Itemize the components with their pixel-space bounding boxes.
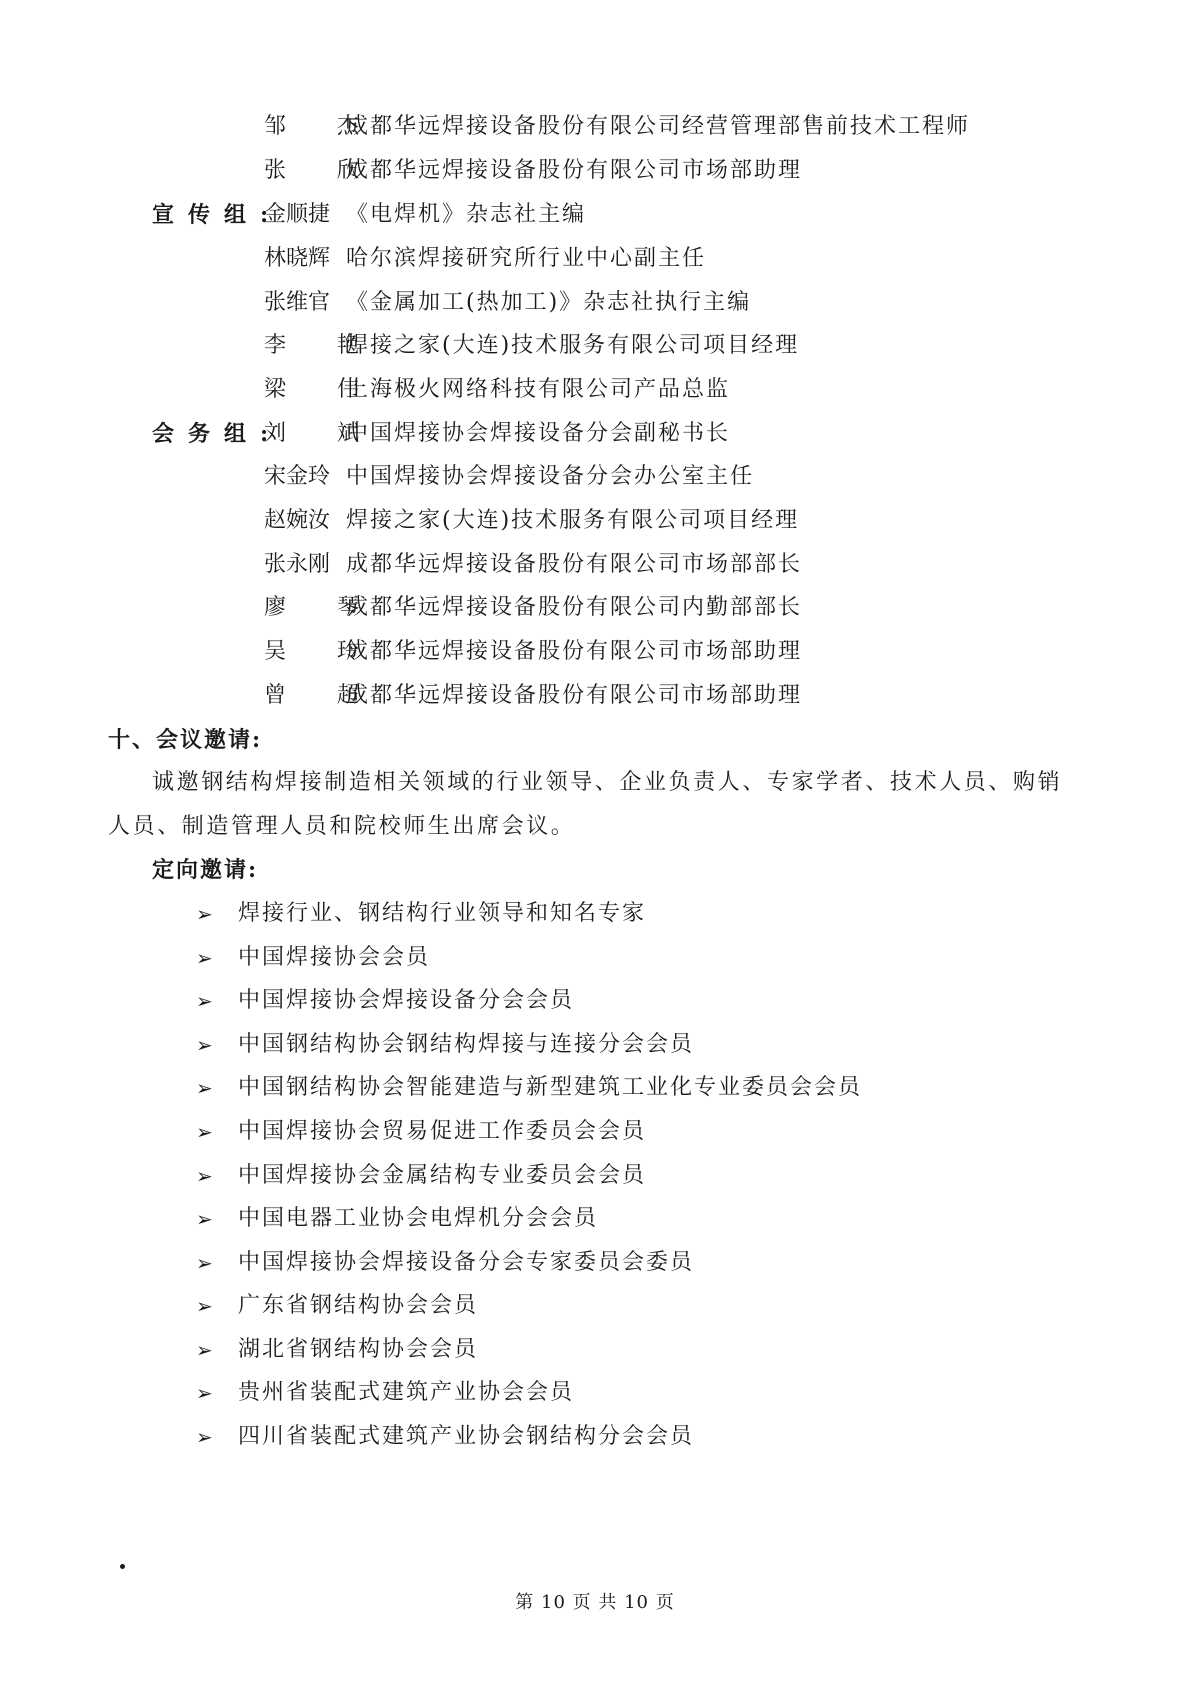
member-row [264,462,754,492]
member-row [264,244,706,274]
arrow-bullet-icon: ➢ [196,902,213,926]
member-row [264,550,802,580]
member-name: 宋金玲 [264,464,331,489]
member-desc: 《电焊机》杂志社主编 [346,202,587,227]
list-item: 中国焊接协会会员 [238,945,431,970]
member-row [264,331,799,361]
member-desc: 上海极火网络科技有限公司产品总监 [346,377,731,402]
member-desc: 成都华远焊接设备股份有限公司经营管理部售前技术工程师 [346,114,971,139]
member-name: 张 欣 [264,158,381,183]
list-item: 湖北省钢结构协会会员 [238,1337,479,1362]
member-row [264,419,730,449]
list-item: 中国焊接协会焊接设备分会专家委员会委员 [238,1250,695,1275]
member-desc: 焊接之家(大连)技术服务有限公司项目经理 [346,333,800,358]
sub-heading: 定向邀请: [152,857,259,883]
member-name: 林晓辉 [264,246,331,271]
member-desc: 成都华远焊接设备股份有限公司市场部助理 [346,639,803,664]
list-item: 焊接行业、钢结构行业领导和知名专家 [238,901,647,926]
member-desc: 《金属加工(热加工)》杂志社执行主编 [346,290,752,315]
arrow-bullet-icon: ➢ [196,1338,213,1362]
member-row [264,593,802,623]
member-desc: 成都华远焊接设备股份有限公司内勤部部长 [346,595,803,620]
member-row [264,681,802,711]
member-row [264,112,970,142]
member-name: 吴 玲 [264,639,381,664]
paragraph-line: 人员、制造管理人员和院校师生出席会议。 [108,814,576,839]
member-desc: 焊接之家(大连)技术服务有限公司项目经理 [346,508,800,533]
member-desc: 中国焊接协会焊接设备分会办公室主任 [346,464,755,489]
list-item: 贵州省装配式建筑产业协会会员 [238,1380,575,1405]
arrow-bullet-icon: ➢ [196,1207,213,1231]
section-heading: 十、会议邀请: [108,727,263,753]
arrow-bullet-icon: ➢ [196,1120,213,1144]
member-desc: 成都华远焊接设备股份有限公司市场部助理 [346,683,803,708]
arrow-bullet-icon: ➢ [196,1294,213,1318]
member-row [264,637,802,667]
arrow-bullet-icon: ➢ [196,1076,213,1100]
stray-dot-mark [120,1564,125,1569]
arrow-bullet-icon: ➢ [196,1425,213,1449]
member-desc: 哈尔滨焊接研究所行业中心副主任 [346,246,707,271]
page-footer: 第 10 页 共 10 页 [515,1592,675,1613]
member-name: 梁 伟 [264,377,381,402]
member-name: 张维官 [264,290,331,315]
member-name: 曾 超 [264,683,381,708]
member-name: 金顺捷 [264,202,331,227]
list-item: 中国钢结构协会钢结构焊接与连接分会会员 [238,1032,695,1057]
list-item: 中国电器工业协会电焊机分会会员 [238,1206,599,1231]
member-row [264,375,730,405]
arrow-bullet-icon: ➢ [196,1381,213,1405]
list-item: 中国钢结构协会智能建造与新型建筑工业化专业委员会会员 [238,1075,863,1100]
member-name: 李 艳 [264,333,381,358]
arrow-bullet-icon: ➢ [196,1251,213,1275]
member-row [264,156,802,186]
member-row [264,200,586,230]
affairs-group-label: 会务组: [152,421,283,447]
list-item: 中国焊接协会贸易促进工作委员会会员 [238,1119,647,1144]
member-row [264,506,799,536]
member-name: 廖 琴 [264,595,381,620]
arrow-bullet-icon: ➢ [196,1033,213,1057]
promo-group-label: 宣传组: [152,202,283,228]
member-desc: 成都华远焊接设备股份有限公司市场部助理 [346,158,803,183]
list-item: 中国焊接协会金属结构专业委员会会员 [238,1163,647,1188]
member-name: 张永刚 [264,552,331,577]
arrow-bullet-icon: ➢ [196,946,213,970]
member-desc: 中国焊接协会焊接设备分会副秘书长 [346,421,731,446]
list-item: 广东省钢结构协会会员 [238,1293,479,1318]
member-row [264,288,751,318]
arrow-bullet-icon: ➢ [196,989,213,1013]
member-name: 刘 斌 [264,421,381,446]
arrow-bullet-icon: ➢ [196,1164,213,1188]
member-name: 赵婉汝 [264,508,331,533]
paragraph-line: 诚邀钢结构焊接制造相关领域的行业领导、企业负责人、专家学者、技术人员、购销 [152,770,1063,795]
list-item: 中国焊接协会焊接设备分会会员 [238,988,575,1013]
list-item: 四川省装配式建筑产业协会钢结构分会会员 [238,1424,695,1449]
member-desc: 成都华远焊接设备股份有限公司市场部部长 [346,552,803,577]
member-name: 邹 杰 [264,114,381,139]
